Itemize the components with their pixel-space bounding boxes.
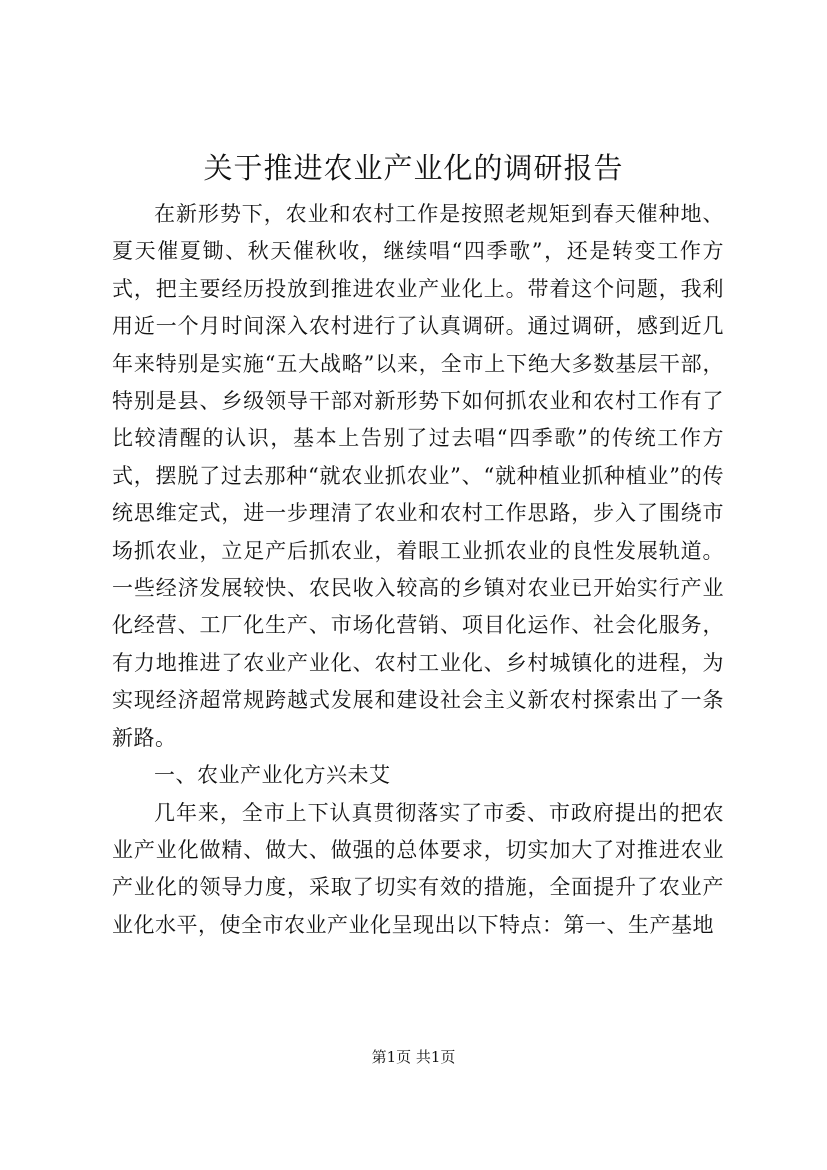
document-title: 关于推进农业产业化的调研报告	[203, 151, 624, 185]
document-body	[112, 196, 724, 944]
section-heading: 一、农业产业化方兴未艾	[154, 763, 391, 788]
section-paragraph: 几年来，全市上下认真贯彻落实了市委、市政府提出的把农业产业化做精、做大、做强的总体要求，切实加大了对推进农业产业化的领导力度，采取了切实有效的措施，全面提升了农业产业化水平，使全市农业产业化呈现出以下特点：第一、生产基地	[112, 800, 724, 937]
page-footer: 第1页 共1页	[371, 1048, 456, 1066]
intro-paragraph: 在新形势下，农业和农村工作是按照老规矩到春天催种地、夏天催夏锄、秋天催秋收，继续唱“四季歌”，还是转变工作方式，把主要经历投放到推进农业产业化上。带着这个问题，我利用近一个月时间深入农村进行了认真调研。通过调研，感到近几年来特别是实施“五大战略”以来，全市上下绝大多数基层干部，特别是县、乡级领导干部对新形势下如何抓农业和农村工作有了比较清醒的认识，基本上告别了过去唱“四季歌”的传统工作方式，摆脱了过去那种“就农业抓农业”、“就种植业抓种植业”的传统思维定式，进一步理清了农业和农村工作思路，步入了围绕市场抓农业，立足产后抓农业，着眼工业抓农业的良性发展轨道。一些经济发展较快、农民收入较高的乡镇对农业已开始实行产业化经营、工厂化生产、市场化营销、项目化运作、社会化服务，有力地推进了农业产业化、农村工业化、乡村城镇化的进程，为实现经济超常规跨越式发展和建设社会主义新农村探索出了一条新路。	[112, 202, 724, 750]
